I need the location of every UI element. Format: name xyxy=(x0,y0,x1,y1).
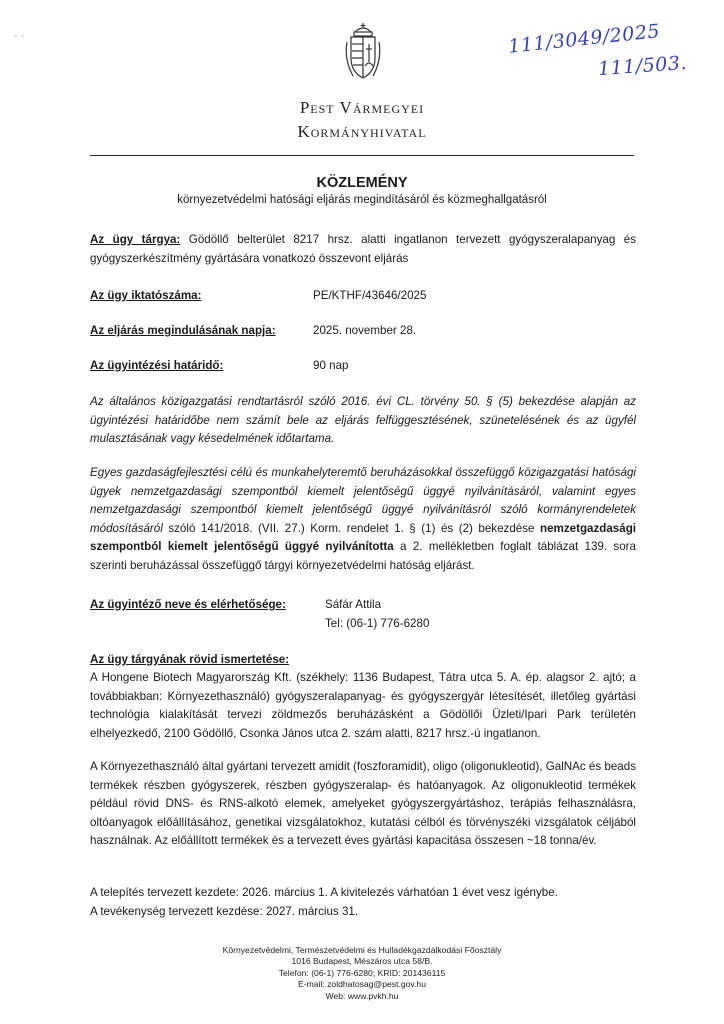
field-label-case-number: Az ügy iktatószáma: xyxy=(90,289,202,302)
decree-text-2: a 2. mellékletben foglalt táblázat 139. sora szerinti beruházással összefüggő tárgyi környezetvédelmi hatóság eljárást. xyxy=(90,540,636,572)
field-label-deadline: Az ügyintézési határidő: xyxy=(90,359,224,372)
footer-email: E-mail: zoldhatosag@pest.gov.hu xyxy=(298,979,426,990)
field-value-start-date: 2025. november 28. xyxy=(313,324,417,337)
contact-label: Az ügyintéző neve és elérhetősége: xyxy=(90,598,286,611)
paragraph-deadline-note: Az általános közigazgatási rendtartásról szóló 2016. évi CL. törvény 50. § (5) bekezdése alapján az ügyintézési határidőbe nem számít bele az eljárás felfüggesztésének, szünetelésének és az ügyfél mulasztásának vagy késedelmének időtartama. xyxy=(90,395,636,446)
coat-of-arms-icon xyxy=(341,22,385,84)
footer-address: 1016 Budapest, Mészáros utca 58/B. xyxy=(291,956,433,967)
footer-phone: Telefon: (06-1) 776-6280; KRID: 201436115 xyxy=(278,967,446,978)
document-title: KÖZLEMÉNY xyxy=(316,175,408,191)
header-divider xyxy=(90,155,634,156)
summary-label: Az ügy tárgyának rövid ismertetése: xyxy=(90,653,290,666)
decree-title: Egyes gazdaságfejlesztési célú és munkahelyteremtő beruházásokkal összefüggő közigazgatási hatósági ügyek nemzetgazdasági szempontból kiemelt jelentőségű üggyé nyilvánításáról, valamint egyes nemzetgazdasági szempontból kiemelt jelentőségű üggyé nyilvánításról szóló kormányrendeletek módosításáról xyxy=(90,466,636,535)
stray-mark: · · xyxy=(14,30,25,42)
subject-block xyxy=(90,231,636,268)
summary-paragraph-3: A telepítés tervezett kezdete: 2026. március 1. A kivitelezés várhatóan 1 évet vesz igénybe. xyxy=(90,886,558,899)
document-subtitle: környezetvédelmi hatósági eljárás megindításáról és közmeghallgatásról xyxy=(177,194,547,206)
contact-name: Sáfár Attila xyxy=(325,598,382,611)
decree-emphasis: nemzetgazdasági szempontból kiemelt jelentőségű üggyé nyilvánította xyxy=(90,521,636,554)
handwritten-reference-2: 111/503. xyxy=(597,51,688,81)
office-name-line1: Pest Vármegyei xyxy=(299,98,425,117)
decree-text-1: szóló 141/2018. (VII. 27.) Korm. rendelet 1. § (1) és (2) bekezdése xyxy=(162,521,540,535)
subject-text: Gödöllő belterület 8217 hrsz. alatti ingatlanon tervezett gyógyszeralapanyag és gyógyszerkészítmény gyártására vonatkozó összevont eljárás xyxy=(90,233,636,265)
footer-department: Környezetvédelmi, Természetvédelmi és Hulladékgazdálkodási Főosztály xyxy=(222,945,502,955)
handwritten-reference-1: 111/3049/2025 xyxy=(507,20,662,58)
summary-paragraph-4: A tevékenység tervezett kezdése: 2027. március 31. xyxy=(90,905,359,918)
field-value-deadline: 90 nap xyxy=(313,359,349,372)
subject-label: Az ügy tárgya: xyxy=(90,233,181,246)
contact-phone: Tel: (06-1) 776-6280 xyxy=(325,617,430,630)
footer xyxy=(0,945,724,1002)
summary-paragraph-2: A Környezethasználó által gyártani tervezett amidit (foszforamidit), oligo (oligonukleotid), GalNAc és beads termékek részben gyógyszerek, részben gyógyszeralap- és hatóanyagok. Az oligonukleotid termékek például rövid DNS- és RNS-alkotó elemek, amelyeket gyógyszergyártáshoz, terápiás felhasználásra, oltóanyagok előállításához, genetikai vizsgálatokhoz, kutatási célból és törvényszéki vizsgálatok céljából használnak. Az előállított termékek és a tervezett éves gyártási kapacitása összesen ~18 tonna/év. xyxy=(90,760,636,848)
paragraph-decree xyxy=(90,464,636,576)
field-label-start-date: Az eljárás megindulásának napja: xyxy=(90,324,276,337)
office-name-line2: Kormányhivatal xyxy=(297,122,427,141)
summary-paragraph-1: A Hongene Biotech Magyarország Kft. (székhely: 1136 Budapest, Tátra utca 5. A. ép. alagsor 2. ajtó; a továbbiakban: Környezethasználó) gyógyszeralapanyag- és gyógyszergyár létesítését, illetőleg gyártási technológia kialakítását tervezi zöldmezős beruházásként a Gödöllői Üzleti/Ipari Park területén elhelyezkedő, 2100 Gödöllő, Csonka János utca 2. szám alatti, 8217 hrsz.-ú ingatlanon. xyxy=(90,671,636,740)
footer-web: Web: www.pvkh.hu xyxy=(325,990,399,1001)
field-value-case-number: PE/KTHF/43646/2025 xyxy=(313,289,427,302)
